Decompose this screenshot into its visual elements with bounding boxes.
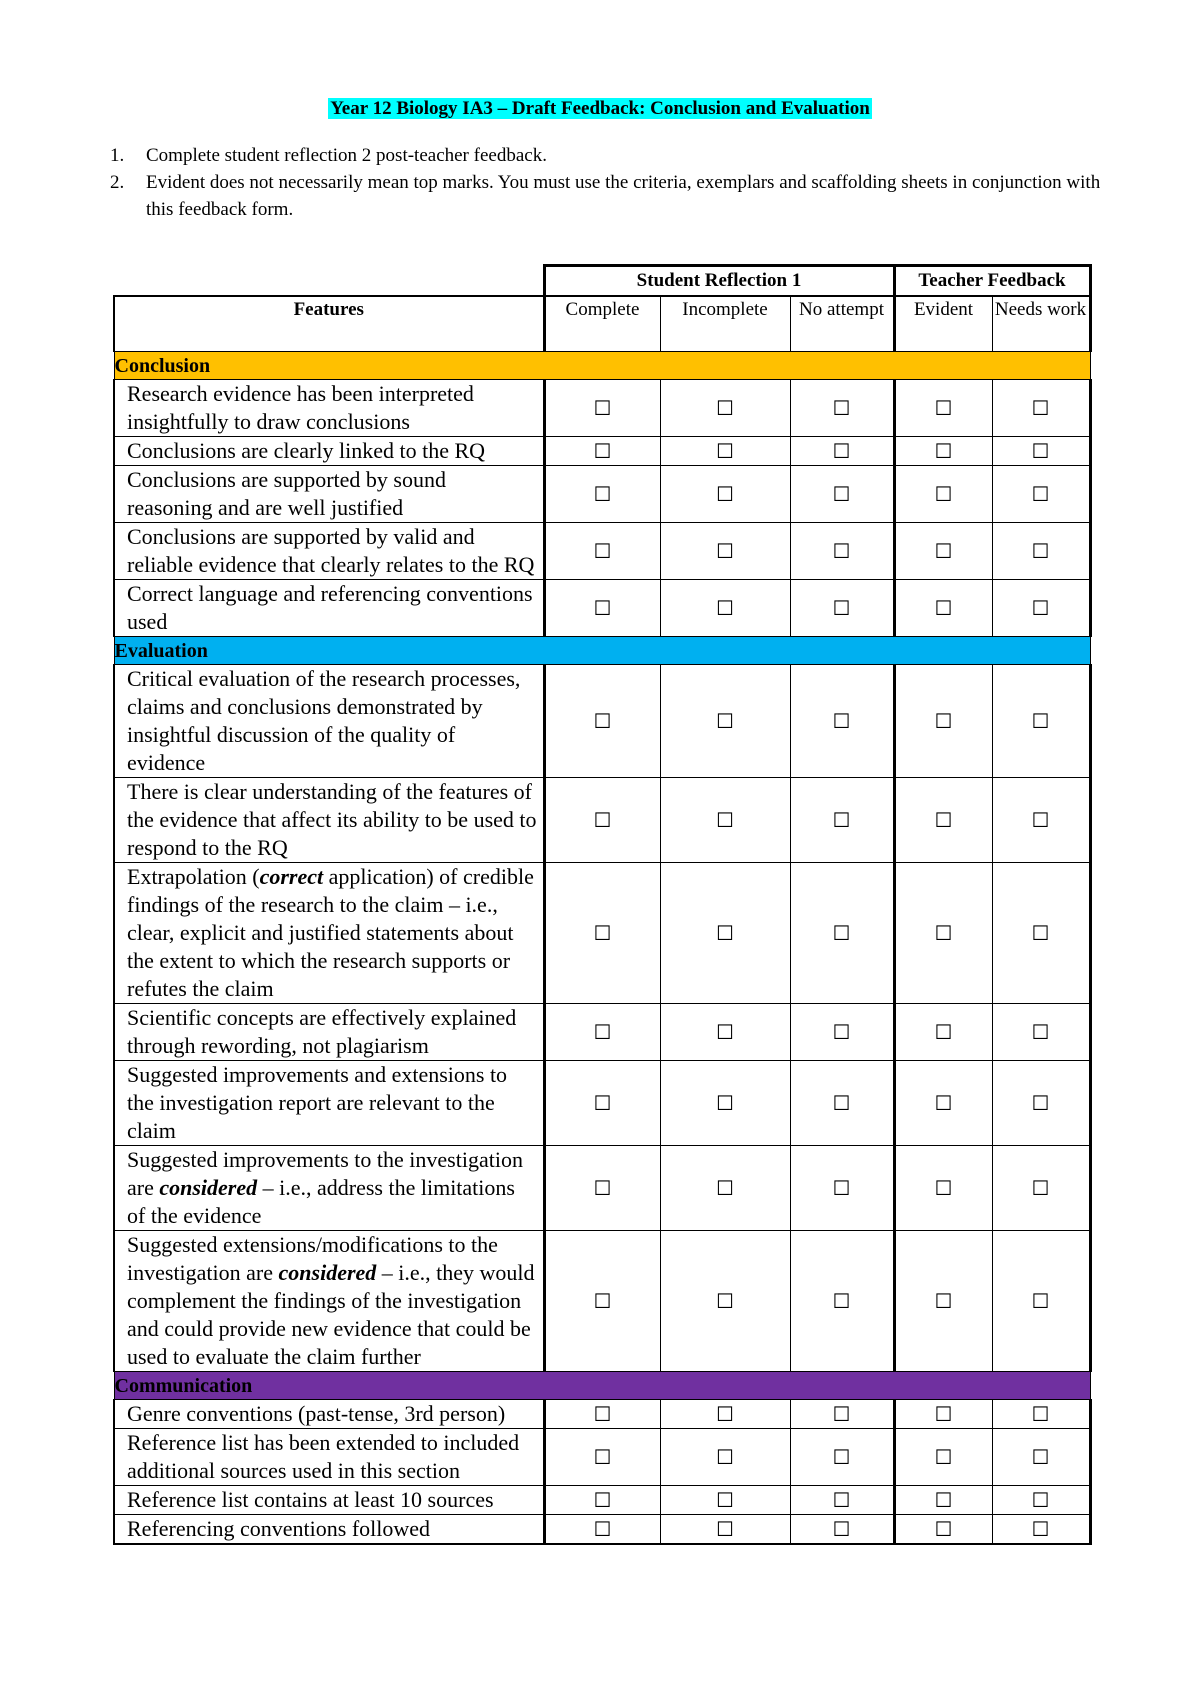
needs-work-checkbox[interactable]: ☐: [1031, 1091, 1050, 1115]
needs-work-cell: [992, 380, 1090, 437]
table-row: [114, 1146, 1090, 1231]
section-label: Conclusion: [114, 352, 1090, 380]
evident-cell: [894, 1146, 992, 1231]
no-attempt-cell: [790, 778, 894, 863]
needs-work-cell: [992, 1004, 1090, 1061]
complete-checkbox[interactable]: ☐: [593, 439, 612, 463]
needs-work-cell: [992, 1400, 1090, 1429]
feature-text: Extrapolation (correct application) of credible findings of the research to the claim – i.e., clear, explicit and justified statements about the extent to which the research supports or refutes the claim: [114, 863, 544, 1004]
needs-work-checkbox[interactable]: ☐: [1031, 808, 1050, 832]
evident-checkbox[interactable]: ☐: [934, 1445, 953, 1469]
needs-work-cell: [992, 580, 1090, 637]
incomplete-cell: [660, 778, 790, 863]
incomplete-checkbox[interactable]: ☐: [716, 921, 734, 945]
complete-cell: [544, 466, 660, 523]
evident-cell: [894, 380, 992, 437]
section-header-conclusion: [114, 352, 1090, 380]
feature-text: Conclusions are clearly linked to the RQ: [114, 437, 544, 466]
evident-cell: [894, 1004, 992, 1061]
no-attempt-checkbox[interactable]: ☐: [832, 1020, 851, 1044]
table-row: [114, 437, 1090, 466]
needs-work-checkbox[interactable]: ☐: [1031, 921, 1050, 945]
complete-cell: [544, 778, 660, 863]
needs-work-checkbox[interactable]: ☐: [1031, 709, 1050, 733]
complete-cell: [544, 580, 660, 637]
evident-cell: [894, 523, 992, 580]
table-row: [114, 1231, 1090, 1372]
complete-header: Complete: [544, 296, 660, 352]
no-attempt-checkbox[interactable]: ☐: [832, 1091, 851, 1115]
complete-checkbox[interactable]: ☐: [593, 1020, 612, 1044]
complete-checkbox[interactable]: ☐: [593, 1091, 612, 1115]
feature-text: Correct language and referencing conventions used: [114, 580, 544, 637]
table-row: [114, 1004, 1090, 1061]
no-attempt-checkbox[interactable]: ☐: [832, 439, 851, 463]
table-row: [114, 1400, 1090, 1429]
evident-cell: [894, 1515, 992, 1545]
no-attempt-checkbox[interactable]: ☐: [832, 709, 851, 733]
needs-work-cell: [992, 1146, 1090, 1231]
incomplete-cell: [660, 1486, 790, 1515]
incomplete-checkbox[interactable]: ☐: [716, 1517, 734, 1541]
no-attempt-checkbox[interactable]: ☐: [832, 1289, 851, 1313]
no-attempt-cell: [790, 1486, 894, 1515]
needs-work-checkbox[interactable]: ☐: [1031, 596, 1050, 620]
evident-checkbox[interactable]: ☐: [934, 921, 953, 945]
feature-text: Referencing conventions followed: [114, 1515, 544, 1545]
incomplete-checkbox[interactable]: ☐: [716, 482, 734, 506]
complete-checkbox[interactable]: ☐: [593, 921, 612, 945]
complete-checkbox[interactable]: ☐: [593, 1488, 612, 1512]
complete-cell: [544, 1486, 660, 1515]
feature-text: Scientific concepts are effectively explained through rewording, not plagiarism: [114, 1004, 544, 1061]
complete-cell: [544, 1231, 660, 1372]
section-header-evaluation: [114, 637, 1090, 665]
complete-cell: [544, 380, 660, 437]
no-attempt-checkbox[interactable]: ☐: [832, 1488, 851, 1512]
no-attempt-checkbox[interactable]: ☐: [832, 396, 851, 420]
no-attempt-cell: [790, 437, 894, 466]
feature-text: Reference list contains at least 10 sources: [114, 1486, 544, 1515]
table-row: [114, 1486, 1090, 1515]
feature-text: Genre conventions (past-tense, 3rd person): [114, 1400, 544, 1429]
evident-checkbox[interactable]: ☐: [934, 1091, 953, 1115]
incomplete-checkbox[interactable]: ☐: [716, 596, 734, 620]
evident-header: Evident: [894, 296, 992, 352]
incomplete-checkbox[interactable]: ☐: [716, 1402, 734, 1426]
needs-work-cell: [992, 1486, 1090, 1515]
complete-checkbox[interactable]: ☐: [593, 1445, 612, 1469]
evident-checkbox[interactable]: ☐: [934, 1517, 953, 1541]
incomplete-checkbox[interactable]: ☐: [716, 396, 734, 420]
complete-cell: [544, 1146, 660, 1231]
incomplete-cell: [660, 466, 790, 523]
incomplete-checkbox[interactable]: ☐: [716, 1091, 734, 1115]
evident-cell: [894, 580, 992, 637]
complete-cell: [544, 1004, 660, 1061]
feedback-table: [113, 264, 1092, 1545]
needs-work-cell: [992, 466, 1090, 523]
table-row: [114, 1429, 1090, 1486]
section-label: Communication: [114, 1372, 1090, 1400]
evident-cell: [894, 1400, 992, 1429]
evident-cell: [894, 437, 992, 466]
complete-cell: [544, 523, 660, 580]
needs-work-checkbox[interactable]: ☐: [1031, 1176, 1050, 1200]
incomplete-cell: [660, 1231, 790, 1372]
incomplete-checkbox[interactable]: ☐: [716, 1488, 734, 1512]
no-attempt-checkbox[interactable]: ☐: [832, 808, 851, 832]
feature-text: Research evidence has been interpreted insightfully to draw conclusions: [114, 380, 544, 437]
table-row: [114, 1515, 1090, 1545]
instruction-text: Evident does not necessarily mean top marks. You must use the criteria, exemplars and scaffolding sheets in conjunction with this feedback form.: [146, 172, 1101, 220]
complete-checkbox[interactable]: ☐: [593, 709, 612, 733]
incomplete-checkbox[interactable]: ☐: [716, 1445, 734, 1469]
evident-checkbox[interactable]: ☐: [934, 539, 953, 563]
table-row: [114, 466, 1090, 523]
complete-cell: [544, 1515, 660, 1545]
evident-checkbox[interactable]: ☐: [934, 1488, 953, 1512]
no-attempt-checkbox[interactable]: ☐: [832, 1517, 851, 1541]
incomplete-cell: [660, 1146, 790, 1231]
table-row: [114, 380, 1090, 437]
instruction-item: [110, 169, 1110, 223]
needs-work-checkbox[interactable]: ☐: [1031, 1445, 1050, 1469]
document-title: [0, 98, 1200, 120]
evident-cell: [894, 778, 992, 863]
teacher-feedback-header: Teacher Feedback: [894, 266, 1090, 297]
needs-work-checkbox[interactable]: ☐: [1031, 1402, 1050, 1426]
no-attempt-cell: [790, 1146, 894, 1231]
table-row: [114, 523, 1090, 580]
incomplete-cell: [660, 523, 790, 580]
complete-cell: [544, 1400, 660, 1429]
evident-cell: [894, 1486, 992, 1515]
needs-work-cell: [992, 1061, 1090, 1146]
no-attempt-cell: [790, 523, 894, 580]
evident-checkbox[interactable]: ☐: [934, 1020, 953, 1044]
instruction-text: Complete student reflection 2 post-teacher feedback.: [146, 145, 547, 166]
no-attempt-checkbox[interactable]: ☐: [832, 921, 851, 945]
incomplete-cell: [660, 1400, 790, 1429]
column-header-row: [114, 296, 1090, 352]
incomplete-cell: [660, 665, 790, 778]
no-attempt-cell: [790, 1400, 894, 1429]
feature-text: Suggested improvements and extensions to the investigation report are relevant to the claim: [114, 1061, 544, 1146]
no-attempt-checkbox[interactable]: ☐: [832, 1176, 851, 1200]
complete-checkbox[interactable]: ☐: [593, 1176, 612, 1200]
instructions-list: [110, 142, 1110, 223]
needs-work-checkbox[interactable]: ☐: [1031, 396, 1050, 420]
complete-cell: [544, 1061, 660, 1146]
needs-work-cell: [992, 1515, 1090, 1545]
incomplete-cell: [660, 863, 790, 1004]
complete-cell: [544, 863, 660, 1004]
no-attempt-cell: [790, 1231, 894, 1372]
complete-cell: [544, 437, 660, 466]
complete-checkbox[interactable]: ☐: [593, 1289, 612, 1313]
no-attempt-checkbox[interactable]: ☐: [832, 1402, 851, 1426]
evident-checkbox[interactable]: ☐: [934, 439, 953, 463]
incomplete-cell: [660, 1004, 790, 1061]
evident-cell: [894, 466, 992, 523]
needs-work-checkbox[interactable]: ☐: [1031, 1289, 1050, 1313]
no-attempt-cell: [790, 466, 894, 523]
no-attempt-cell: [790, 1515, 894, 1545]
evident-checkbox[interactable]: ☐: [934, 596, 953, 620]
needs-work-cell: [992, 1429, 1090, 1486]
feature-text: Suggested improvements to the investigation are considered – i.e., address the limitations of the evidence: [114, 1146, 544, 1231]
section-label: Evaluation: [114, 637, 1090, 665]
complete-cell: [544, 1429, 660, 1486]
feature-text: Reference list has been extended to included additional sources used in this section: [114, 1429, 544, 1486]
evident-checkbox[interactable]: ☐: [934, 482, 953, 506]
incomplete-checkbox[interactable]: ☐: [716, 808, 734, 832]
no-attempt-checkbox[interactable]: ☐: [832, 539, 851, 563]
incomplete-checkbox[interactable]: ☐: [716, 1020, 734, 1044]
complete-checkbox[interactable]: ☐: [593, 539, 612, 563]
no-attempt-cell: [790, 1004, 894, 1061]
incomplete-checkbox[interactable]: ☐: [716, 439, 734, 463]
needs-work-cell: [992, 523, 1090, 580]
table-row: [114, 778, 1090, 863]
evident-cell: [894, 1061, 992, 1146]
needs-work-checkbox[interactable]: ☐: [1031, 1020, 1050, 1044]
feature-text: There is clear understanding of the features of the evidence that affect its ability to be used to respond to the RQ: [114, 778, 544, 863]
no-attempt-checkbox[interactable]: ☐: [832, 596, 851, 620]
evident-cell: [894, 1429, 992, 1486]
evident-cell: [894, 1231, 992, 1372]
no-attempt-checkbox[interactable]: ☐: [832, 1445, 851, 1469]
needs-work-cell: [992, 863, 1090, 1004]
needs-work-checkbox[interactable]: ☐: [1031, 1488, 1050, 1512]
incomplete-cell: [660, 380, 790, 437]
complete-cell: [544, 665, 660, 778]
complete-checkbox[interactable]: ☐: [593, 596, 612, 620]
no-attempt-cell: [790, 1429, 894, 1486]
incomplete-cell: [660, 580, 790, 637]
no-attempt-cell: [790, 665, 894, 778]
incomplete-cell: [660, 437, 790, 466]
no-attempt-cell: [790, 1061, 894, 1146]
no-attempt-header: No attempt: [790, 296, 894, 352]
group-header-row: [114, 266, 1090, 297]
needs-work-checkbox[interactable]: ☐: [1031, 539, 1050, 563]
no-attempt-cell: [790, 380, 894, 437]
incomplete-header: Incomplete: [660, 296, 790, 352]
table-row: [114, 580, 1090, 637]
incomplete-cell: [660, 1515, 790, 1545]
needs-work-cell: [992, 1231, 1090, 1372]
incomplete-checkbox[interactable]: ☐: [716, 709, 734, 733]
evident-checkbox[interactable]: ☐: [934, 709, 953, 733]
evident-cell: [894, 863, 992, 1004]
evident-checkbox[interactable]: ☐: [934, 396, 953, 420]
incomplete-cell: [660, 1429, 790, 1486]
feature-text: Conclusions are supported by sound reasoning and are well justified: [114, 466, 544, 523]
incomplete-checkbox[interactable]: ☐: [716, 1289, 734, 1313]
no-attempt-cell: [790, 580, 894, 637]
needs-work-checkbox[interactable]: ☐: [1031, 439, 1050, 463]
evident-checkbox[interactable]: ☐: [934, 1289, 953, 1313]
document-title-text: Year 12 Biology IA3 – Draft Feedback: Conclusion and Evaluation: [330, 98, 870, 119]
complete-checkbox[interactable]: ☐: [593, 396, 612, 420]
complete-checkbox[interactable]: ☐: [593, 482, 612, 506]
incomplete-cell: [660, 1061, 790, 1146]
needs-work-cell: [992, 778, 1090, 863]
instruction-item: [110, 142, 1110, 169]
features-header: Features: [114, 296, 544, 352]
complete-checkbox[interactable]: ☐: [593, 1517, 612, 1541]
needs-work-checkbox[interactable]: ☐: [1031, 1517, 1050, 1541]
evident-checkbox[interactable]: ☐: [934, 808, 953, 832]
evident-checkbox[interactable]: ☐: [934, 1402, 953, 1426]
needs-work-checkbox[interactable]: ☐: [1031, 482, 1050, 506]
incomplete-checkbox[interactable]: ☐: [716, 1176, 734, 1200]
feature-text: Suggested extensions/modifications to the investigation are considered – i.e., they would complement the findings of the investigation and could provide new evidence that could be used to evaluate the claim further: [114, 1231, 544, 1372]
needs-work-cell: [992, 665, 1090, 778]
table-row: [114, 665, 1090, 778]
feature-text: Critical evaluation of the research processes, claims and conclusions demonstrated by insightful discussion of the quality of evidence: [114, 665, 544, 778]
incomplete-checkbox[interactable]: ☐: [716, 539, 734, 563]
needs-work-header: Needs work: [992, 296, 1090, 352]
needs-work-cell: [992, 437, 1090, 466]
feature-text: Conclusions are supported by valid and reliable evidence that clearly relates to the RQ: [114, 523, 544, 580]
table-row: [114, 1061, 1090, 1146]
instruction-number: 1.: [110, 145, 125, 166]
complete-checkbox[interactable]: ☐: [593, 1402, 612, 1426]
student-reflection-header: Student Reflection 1: [544, 266, 894, 297]
table-row: [114, 863, 1090, 1004]
evident-cell: [894, 665, 992, 778]
no-attempt-cell: [790, 863, 894, 1004]
no-attempt-checkbox[interactable]: ☐: [832, 482, 851, 506]
section-header-communication: [114, 1372, 1090, 1400]
evident-checkbox[interactable]: ☐: [934, 1176, 953, 1200]
instruction-number: 2.: [110, 172, 125, 193]
complete-checkbox[interactable]: ☐: [593, 808, 612, 832]
